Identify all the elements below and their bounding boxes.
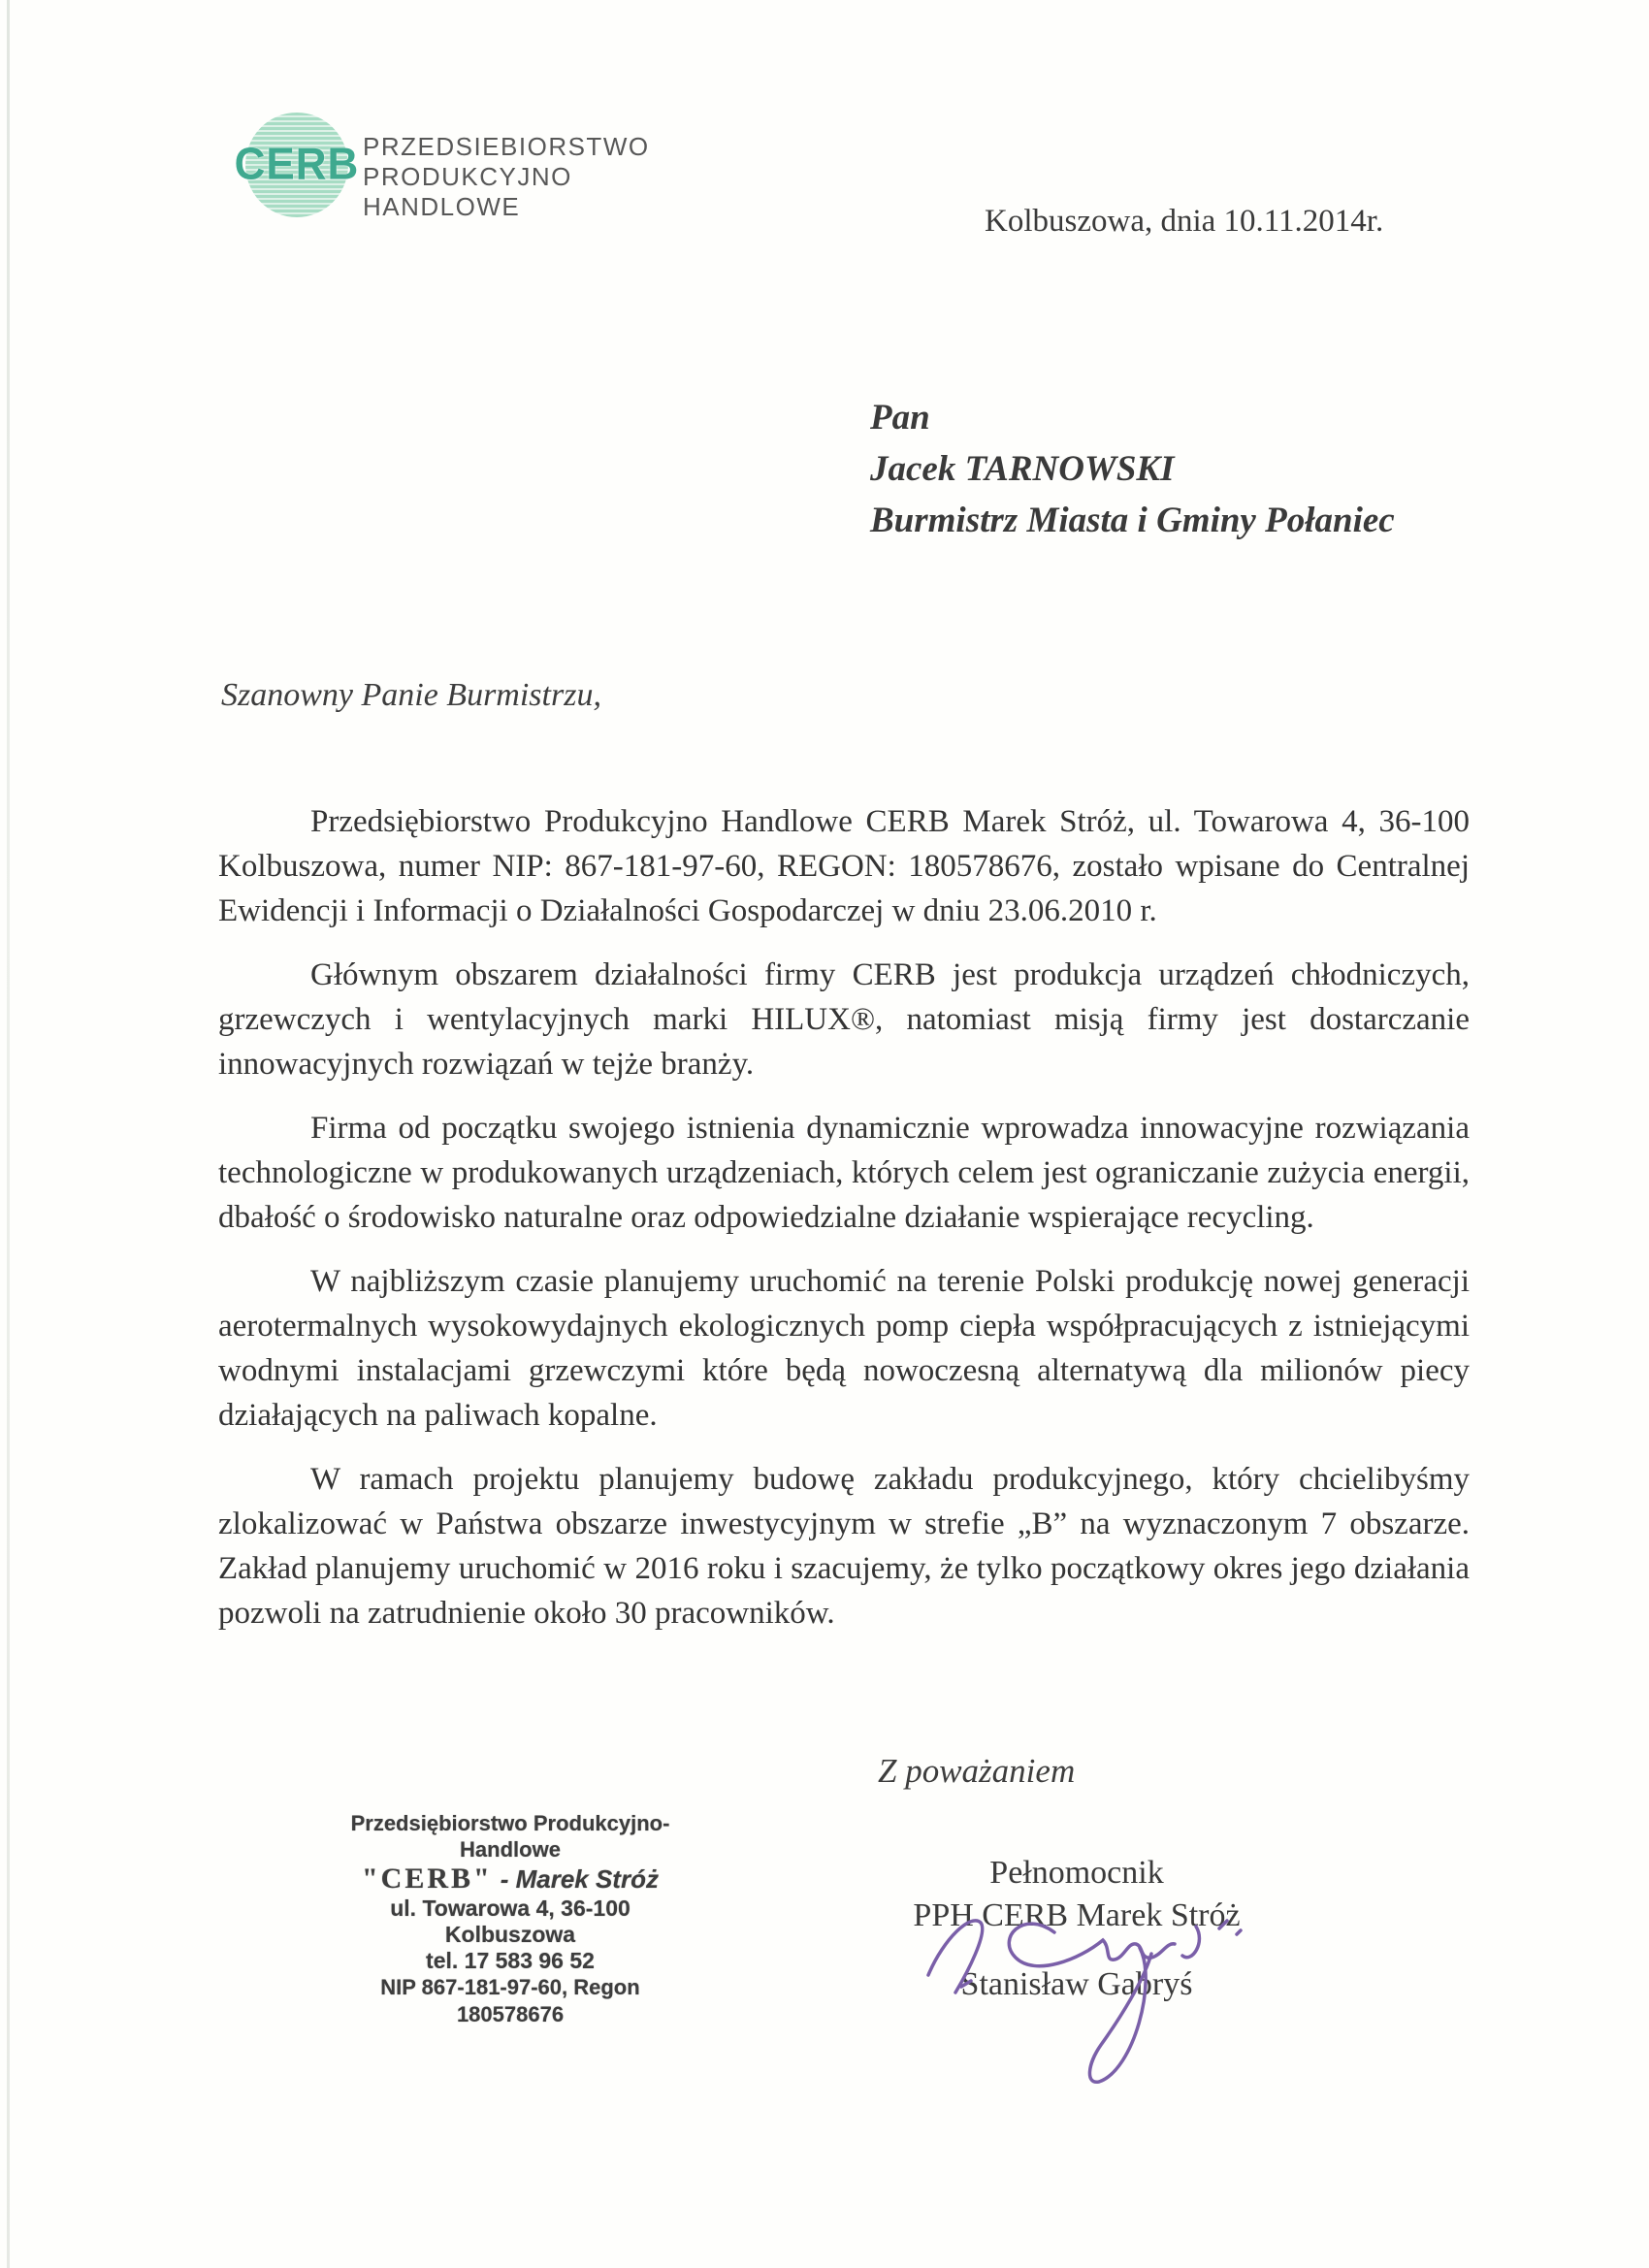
stamp-line: Przedsiębiorstwo Produkcyjno-Handlowe <box>350 1811 670 1862</box>
recipient-line: Jacek TARNOWSKI <box>870 449 1175 489</box>
paragraph-4: W najbliższym czasie planujemy uruchomić na terenie Polski produkcję nowej generacji aerotermalnych wysokowydajnych ekologicznych pomp ciepła współpracujących z istniejącymi wodnymi instalacjami grzewczymi które będą nowoczesną alternatywą dla milionów piecy działających na paliwach kopalne. <box>218 1264 1470 1433</box>
signatory-company: PPH CERB Marek Stróż <box>913 1897 1241 1933</box>
recipient-line: Pan <box>870 398 930 437</box>
salutation: Szanowny Panie Burmistrzu, <box>221 677 601 713</box>
signatory-name: Stanisław Gabryś <box>960 1966 1193 2002</box>
closing-phrase: Z poważaniem <box>878 1752 1076 1790</box>
stamp-company-short: "CERB" <box>362 1863 493 1895</box>
letterhead-line: PRZEDSIEBIORSTWO <box>363 132 650 161</box>
paragraph-3: Firma od początku swojego istnienia dynamicznie wprowadza innowacyjne rozwiązania technologiczne w produkowanych urządzeniach, których celem jest ograniczanie zużycia energii, dbałość o środowisko naturalne oraz odpowiedzialne działanie wspierające recycling. <box>218 1111 1470 1235</box>
letterhead-company-name <box>363 132 650 222</box>
scan-edge-artifact <box>7 0 10 2268</box>
logo-cerb-text: CERB <box>234 139 360 190</box>
recipient-line: Burmistrz Miasta i Gminy Połaniec <box>870 501 1395 540</box>
company-stamp <box>326 1810 695 2028</box>
stamp-line: tel. 17 583 96 52 <box>426 1948 595 1973</box>
dateline: Kolbuszowa, dnia 10.11.2014r. <box>985 204 1384 239</box>
paragraph-1: Przedsiębiorstwo Produkcyjno Handlowe CERB Marek Stróż, ul. Towarowa 4, 36-100 Kolbuszowa, numer NIP: 867-181-97-60, REGON: 180578676, zostało wpisane do Centralnej Ewidencji i Informacji o Działalności Gospodarczej w dniu 23.06.2010 r. <box>218 804 1470 928</box>
signature-block <box>912 1852 1242 2006</box>
paragraph-2: Głównym obszarem działalności firmy CERB jest produkcja urządzeń chłodniczych, grzewczych i wentylacyjnych marki HILUX®, natomiast misją firmy jest dostarczanie innowacyjnych rozwiązań w tejże branży. <box>218 957 1470 1082</box>
paragraph-5: W ramach projektu planujemy budowę zakładu produkcyjnego, który chcielibyśmy zlokalizować w Państwa obszarze inwestycyjnym w strefie „B” na wyznaczonym 7 obszarze. Zakład planujemy uruchomić w 2016 roku i szacujemy, że tylko początkowy okres jego działania pozwoli na zatrudnienie około 30 pracowników. <box>218 1462 1470 1631</box>
letterhead-line: HANDLOWE <box>363 192 521 221</box>
stamp-line <box>326 1863 695 1895</box>
cerb-logo-icon <box>234 113 360 217</box>
signatory-title: Pełnomocnik <box>989 1855 1164 1891</box>
letterhead-line: PRODUKCYJNO <box>363 162 572 191</box>
letter-body <box>218 799 1470 1655</box>
stamp-line: ul. Towarowa 4, 36-100 Kolbuszowa <box>390 1895 630 1947</box>
recipient-block <box>870 392 1395 546</box>
stamp-line: NIP 867-181-97-60, Regon 180578676 <box>380 1975 640 2026</box>
stamp-owner-name: - Marek Stróż <box>500 1864 659 1894</box>
